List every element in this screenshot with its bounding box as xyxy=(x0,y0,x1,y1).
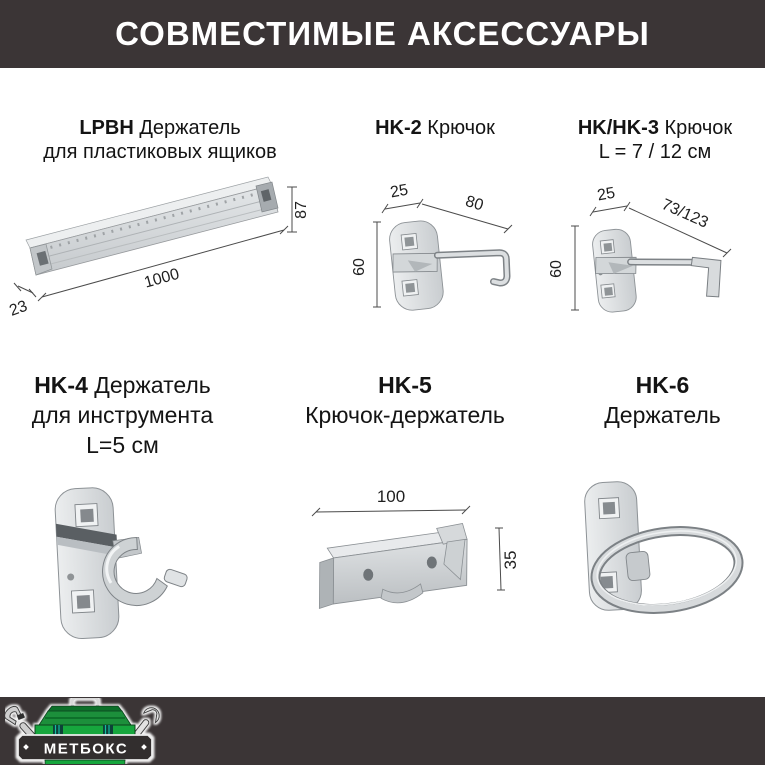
product-subtitle: для пластиковых ящиков xyxy=(43,141,277,163)
dimension-label-height: 60 xyxy=(548,260,565,278)
hk5-bracket-drawing xyxy=(280,468,535,628)
logo-base-bar xyxy=(45,760,125,764)
dimension-label-length: 1000 xyxy=(142,265,182,292)
holder-body xyxy=(584,481,744,618)
product-subtitle: L = 7 / 12 см xyxy=(598,141,712,163)
brand-logo xyxy=(5,698,165,764)
dimension-label-height: 60 xyxy=(351,258,368,276)
dimension-label-height: 35 xyxy=(501,550,520,570)
header-bar xyxy=(0,0,765,68)
product-subtitle: для инструмента xyxy=(31,402,214,428)
hk4-holder-image xyxy=(30,478,220,648)
product-title-hk5 xyxy=(270,370,540,430)
product-title-lpbh xyxy=(10,116,310,164)
product-type: Крючок xyxy=(664,117,733,139)
hook-body xyxy=(591,219,725,314)
product-code: HK-5 xyxy=(378,372,432,398)
product-subtitle2: L=5 см xyxy=(86,432,159,458)
dimension-label-depth: 23 xyxy=(7,297,30,320)
product-code: HK-4 xyxy=(34,372,88,398)
product-subtitle: Крючок-держатель xyxy=(305,402,505,428)
product-type: Держатель xyxy=(94,372,211,398)
product-title-hk6 xyxy=(565,370,760,430)
product-code: HK-2 xyxy=(375,117,422,139)
dimension-label-length: 100 xyxy=(376,487,406,506)
holder-body xyxy=(54,483,191,640)
product-type: Держатель xyxy=(139,117,241,139)
page-title: СОВМЕСТИМЫЕ АКСЕССУАРЫ xyxy=(115,15,650,52)
lpbh-rail-drawing xyxy=(0,172,320,340)
product-code: HK-6 xyxy=(635,372,690,398)
product-code: LPBH xyxy=(79,117,134,139)
product-title-hk4 xyxy=(0,370,245,460)
hk2-hook-drawing xyxy=(340,172,530,340)
product-type: Крючок xyxy=(427,117,495,139)
product-title-hk3 xyxy=(545,116,765,164)
dimension-label-length: 73/123 xyxy=(659,196,711,232)
product-code: HK/HK-3 xyxy=(577,117,659,139)
hk3-hook-drawing xyxy=(545,172,765,340)
toolbox-icon xyxy=(35,698,135,735)
hk6-holder-image xyxy=(575,470,760,645)
dimension-label-width: 25 xyxy=(595,184,617,205)
hook-body xyxy=(388,212,511,311)
rail xyxy=(26,177,278,275)
product-subtitle: Держатель xyxy=(604,402,721,428)
bracket-body xyxy=(317,523,470,608)
product-title-hk2 xyxy=(340,116,530,140)
dimension-label-height: 87 xyxy=(293,201,310,219)
dimension-label-length: 80 xyxy=(463,192,486,215)
brand-text: МЕТБОКС xyxy=(43,740,129,758)
dimension-label-width: 25 xyxy=(388,181,410,202)
